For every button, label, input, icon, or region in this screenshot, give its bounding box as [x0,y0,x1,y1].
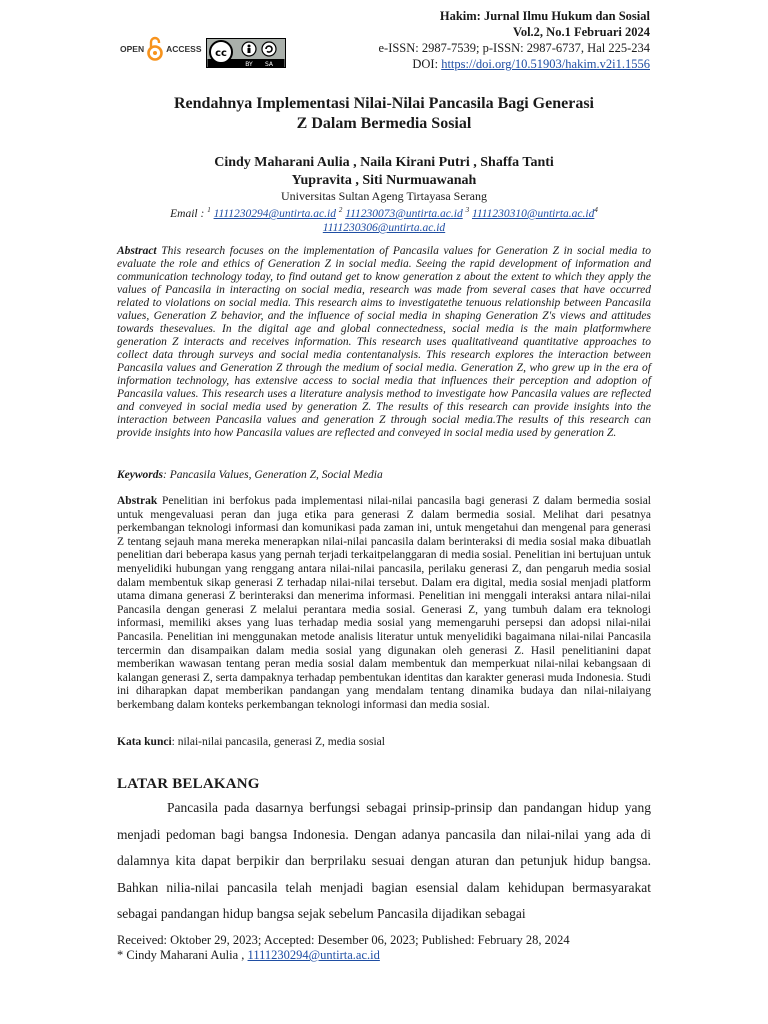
paper-title [120,94,648,134]
authors-line-1: Cindy Maharani Aulia , Naila Kirani Putri , Shaffa Tanti [214,155,554,170]
abstract-english-label: Abstract [117,245,157,257]
corresponding-author [117,948,651,963]
keywords-english-text: : Pancasila Values, Generation Z, Social Media [163,469,383,481]
email-sup-4: 4 [594,206,598,214]
email-link-3[interactable]: 1111230310@untirta.ac.id [471,207,595,220]
email-sup-3: 3 [465,206,470,214]
email-link-4[interactable]: 1111230306@untirta.ac.id [322,221,446,234]
paper-title-line-2: Z Dalam Bermedia Sosial [296,115,472,132]
authors-line-2: Yupravita , Siti Nurmuawanah [291,173,477,188]
corresponding-email-link[interactable]: 1111230294@untirta.ac.id [247,948,380,962]
corresponding-author-name: * Cindy Maharani Aulia , [117,948,248,962]
author-emails [120,203,648,235]
section-paragraph: Pancasila pada dasarnya berfungsi sebagai prinsip-prinsip dan pandangan hidup yang menjadi pedoman bagi bangsa Indonesia. Dengan adanya pancasila dan nilai-nilai yang ada di dalamnya kita dapat berpikir dan berprilaku sesuai dengan aturan dan petunjuk hidup bangsa. Bahkan nilia-nilai pancasila telah menjadi bagian esensial dalam kehidupan bermasyarakat sebagai pandangan hidup bangsa sejak sebelum Pancasila dijadikan sebagai [117,800,651,921]
open-access-label-right: ACCESS [166,44,202,54]
abstract-indonesian-text: Penelitian ini berfokus pada implementasi nilai-nilai pancasila bagi generasi Z dalam bermedia sosial untuk mengevaluasi peran dan juga etika para generasi Z dalam bermedia sosial. Melihat dari pesatnya perkembangan teknologi informasi dan komunikasi pada zaman ini, untuk mengetahui dan mengenal para generasi Z tentang sejauh mana mereka menerapkan nilai-nilai pancasila dalam berinteraksi di media sosial maka dibuatlah penelitian dari beberapa kasus yang pernah terjadi terkaitpelanggaran di media sosial. Penelitian ini bertujuan untuk menyelidiki hubungan yang renggang antara nilai-nilai pancasila, perilaku generasi Z, dan pengaruh media sosial dalam membentuk sikap generasi Z terhadap nilai-nilai tersebut. Dalam era digital, media sosial menjadi platform utama dimana generasi Z berinteraksi dan menerima informasi. Penelitian ini menggali interaksi antara nilai-nilai Pancasila dengan generasi Z melalui perantara media sosial. Generasi Z, yang tumbuh dalam era teknologi informasi, memiliki akses yang luas terhadap media sosial yang memengaruhi persepsi dan adopsi nilai-nilai Pancasila. Penelitian ini menggunakan metode analisis literatur untuk menyelidiki bagaimana nilai-nilai Pancasila tercermin dan disampaikan dalam media sosial yang digunakan oleh generasi Z. Hasil penelitianini dapat memberikan wawasan tentang peran media sosial dalam membentuk dan memperkuat nilai-nilai kebangsaan di kalangan generasi Z, serta dampaknya terhadap pembentukan identitas dan karakter generasi muda Indonesia. Studi ini diharapkan dapat memberikan pandangan yang mendalam tentang dinamika budaya dan nilai-nilaiyang berkembang dalam konteks perkembangan teknologi informasi dan media sosial. [117,495,651,711]
page-footer [117,933,651,963]
doi-label: DOI: [412,57,442,71]
journal-name: Hakim: Jurnal Ilmu Hukum dan Sosial [439,9,650,23]
keywords-indonesian-text: : nilai-nilai pancasila, generasi Z, media sosial [171,736,385,748]
email-sup-1: 1 [207,206,211,214]
email-link-1[interactable]: 1111230294@untirta.ac.id [213,207,336,220]
paper-authors [120,154,648,190]
received-dates: Received: Oktober 29, 2023; Accepted: Desember 06, 2023; Published: February 28, 2024 [117,933,570,947]
paper-title-line-1: Rendahnya Implementasi Nilai-Nilai Pancasila Bagi Generasi [173,95,594,112]
affiliation: Universitas Sultan Ageng Tirtayasa Serang [281,189,487,203]
cc-by-label: BY [245,61,253,68]
open-lock-icon [147,36,163,62]
email-label: Email : [170,207,208,220]
section-heading: LATAR BELAKANG [117,776,260,792]
keywords-english-label: Keywords [117,469,163,481]
cc-sa-label: SA [264,61,274,68]
journal-issn: e-ISSN: 2987-7539; p-ISSN: 2987-6737, Hal 225-234 [378,41,650,55]
abstract-english [117,245,651,440]
email-sup-2: 2 [338,206,343,214]
email-link-2[interactable]: 111230073@untirta.ac.id [345,207,463,220]
journal-volume: Vol.2, No.1 Februari 2024 [512,25,650,39]
journal-header [378,8,650,72]
journal-doi [378,56,650,72]
svg-text:cc: cc [215,48,227,59]
open-access-logo [120,36,202,62]
keywords-indonesian [117,735,651,749]
doi-link[interactable]: https://doi.org/10.51903/hakim.v2i1.1556 [441,57,650,71]
abstract-indonesian [117,495,651,713]
keywords-english [117,468,651,482]
open-access-label-left: OPEN [120,44,145,54]
abstract-indonesian-label: Abstrak [117,495,158,507]
cc-by-sa-license-badge [206,38,286,68]
keywords-indonesian-label: Kata kunci [117,736,172,748]
abstract-english-text: This research focuses on the implementation of Pancasila values for Generation Z in social media to evaluate the role and ethics of Generation Z in social media. Seeing the rapid development of information and communication technology today, to find outand get to know generation z about the extent to which they apply the values of Pancasila in interacting on social media, research was made from several cases that have occurred related to violations on social media. This research aims to investigatethe tenuous relationship between Pancasila values, Generation Z behavior, and the influence of social media in shaping Generation Z's views and attitudes towards thesevalues. In the digital age and global connectedness, social media is the main platformwhere generation Z interacts and receives information. This research uses qualitativeand quantitative approaches to collect data through surveys and social media contentanalysis. This research explores the interaction between Pancasila values and Generation Z through the medium of social media. Generation Z, who grew up in the era of information technology, has extensive access to social media that influences their perception and adoption of Pancasila values. This research uses a literature analysis method to investigate how Pancasila values are reflected and conveyed in social media used by generation Z. The results of this research can provide insights into the interaction between Pancasila values and generation Z through social media.The results of this research can provide insights into how Pancasila values are reflected and conveyed in social media used by generation Z. [117,245,651,439]
